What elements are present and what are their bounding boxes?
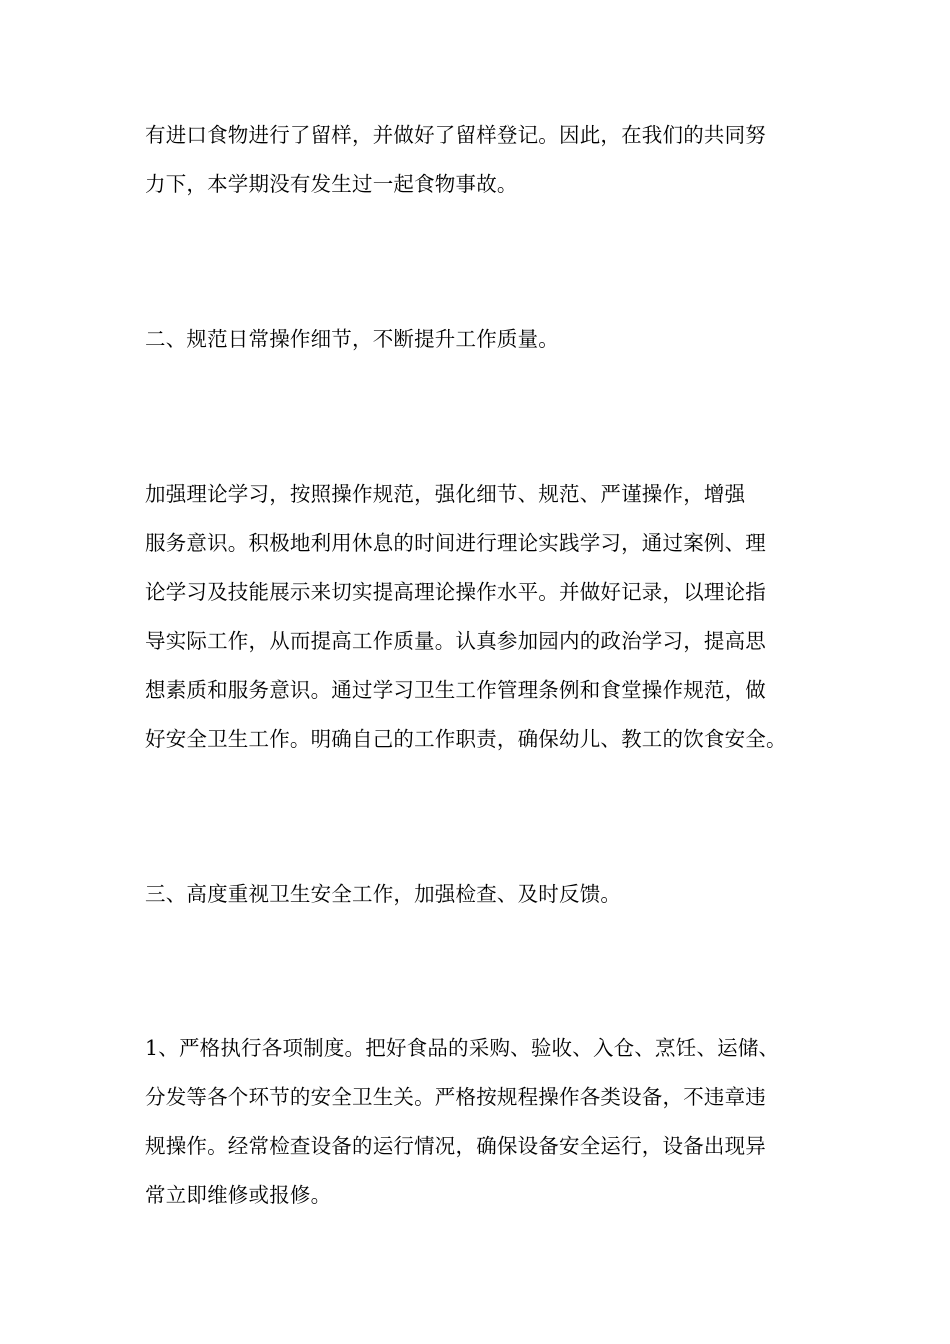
- paragraph-theory-study: [145, 470, 810, 764]
- text-line: 好安全卫生工作。明确自己的工作职责，确保幼儿、教工的饮食安全。: [145, 727, 787, 751]
- text-line: 导实际工作，从而提高工作质量。认真参加园内的政治学习，提高思: [145, 629, 766, 653]
- text-line: 规操作。经常检查设备的运行情况，确保设备安全运行，设备出现异: [145, 1134, 766, 1158]
- text-line: 加强理论学习，按照操作规范，强化细节、规范、严谨操作，增强: [145, 482, 746, 506]
- text-line: 力下，本学期没有发生过一起食物事故。: [145, 172, 518, 196]
- text-line: 有进口食物进行了留样，并做好了留样登记。因此，在我们的共同努: [145, 123, 766, 147]
- section-heading-3: [145, 870, 810, 919]
- heading-text: 三、高度重视卫生安全工作，加强检查、及时反馈。: [145, 882, 622, 906]
- heading-text: 二、规范日常操作细节，不断提升工作质量。: [145, 327, 559, 351]
- text-line: 想素质和服务意识。通过学习卫生工作管理条例和食堂操作规范，做: [145, 678, 766, 702]
- paragraph-food-sample-conclusion: [145, 111, 810, 209]
- text-line: 服务意识。积极地利用休息的时间进行理论实践学习，通过案例、理: [145, 531, 766, 555]
- section-heading-2: [145, 315, 810, 364]
- paragraph-strict-system: [145, 1024, 810, 1220]
- text-line: 常立即维修或报修。: [145, 1183, 332, 1207]
- text-line: 论学习及技能展示来切实提高理论操作水平。并做好记录，以理论指: [145, 580, 766, 604]
- text-line: 分发等各个环节的安全卫生关。严格按规程操作各类设备，不违章违: [145, 1085, 766, 1109]
- text-line: 1、严格执行各项制度。把好食品的采购、验收、入仓、烹饪、运储、: [145, 1036, 780, 1060]
